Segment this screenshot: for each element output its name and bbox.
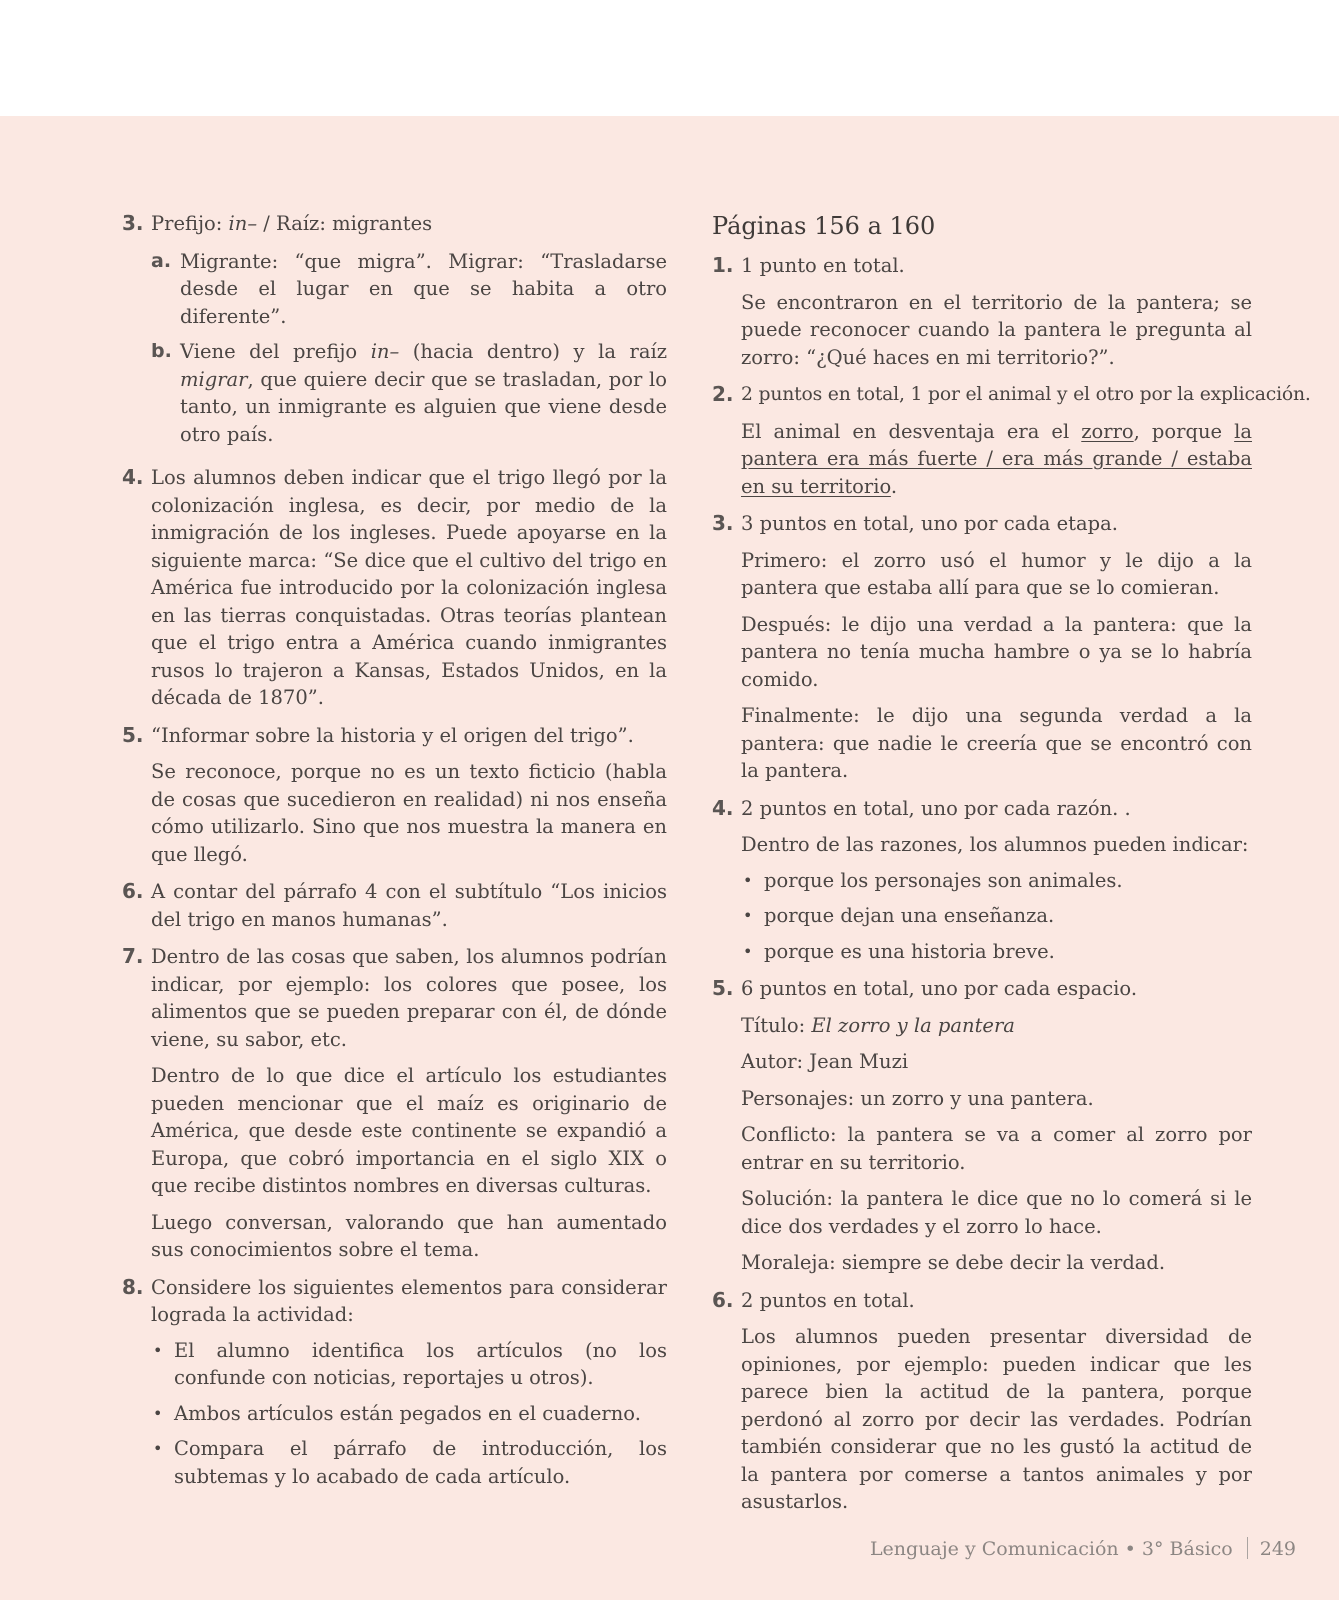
list-item: • El alumno identifica los artículos (no los confunde con noticias, reportajes u otros). — [153, 1338, 667, 1389]
item-number: 2. — [712, 382, 734, 406]
section-heading: Páginas 156 a 160 — [712, 212, 936, 240]
answer-3-right: 3. 3 puntos en total, uno por cada etapa. Primero: el zorro usó el humor y le dijo a la pantera que estaba allí para que se lo comieran. Después: le dijo una verdad a la pantera: que la pantera no tenía mucha hambre o ya se lo habría comido. Finalmente: le dijo una segunda verdad a la pantera: que nadie le creería que se encontró con la pantera. — [712, 511, 1252, 782]
answer-6-right: 6. 2 puntos en total. Los alumnos pueden presentar diversidad de opiniones, por ejemplo: pueden indicar que les parece bien la actitud de la pantera, porque perdonó al zorro por decir las verdades. Podrían también considerar que no les gustó la actitud de la pantera por comerse a tantos animales y por asustarlos. — [712, 1287, 1252, 1513]
page-number: 249 — [1259, 1538, 1296, 1560]
bullet-icon: • — [743, 941, 753, 961]
list-item: • porque los personajes son animales. — [741, 867, 1252, 895]
list-item: • Ambos artículos están pegados en el cuaderno. — [151, 1400, 667, 1428]
bullet-icon: • — [153, 1340, 163, 1360]
item-number: 4. — [712, 795, 734, 820]
answer-7: 7. Dentro de las cosas que saben, los alumnos podrían indicar, por ejemplo: los colores que posee, los alimentos que se pueden preparar con él, de dónde viene, su sabor, etc. Dentro de lo que dice el artículo los estudiantes pueden mencionar que el maíz es originario de América, que desde este continente se expandió a Europa, que cobró importancia en el siglo XIX o que recibe distintos nombres en diversas culturas. Luego conversan, valorando que han aumentado sus conocimientos sobre el tema. — [122, 944, 667, 1261]
bullet-icon: • — [743, 906, 753, 925]
item-number: 3. — [122, 211, 144, 235]
item-number: 8. — [122, 1274, 144, 1299]
answer-4: 4. Los alumnos deben indicar que el trigo llegó por la colonización inglesa, es decir, por medio de la inmigración de los ingleses. Puede apoyarse en la siguiente marca: “Se dice que el cultivo del trigo en América fue introducido por la colonización inglesa en las tierras conquistadas. Otras teorías plantean que el trigo entra a América cuando inmigrantes rusos lo trajeron a Kansas, Estados Unidos, en la década de 1870”. — [122, 465, 667, 709]
answer-3a: a. Migrante: “que migra”. Migrar: “Trasladarse desde el lugar en que se habita a otro diferente”. — [151, 249, 667, 328]
answer-6: 6. A contar del párrafo 4 con el subtítulo “Los inicios del trigo en manos humanas”. — [122, 879, 667, 931]
item-letter: a. — [151, 249, 172, 272]
answer-5-right: 5. 6 puntos en total, uno por cada espacio. Título: El zorro y la pantera Autor: Jean Muzi Personajes: un zorro y una pantera. Conflicto: la pantera se va a comer al zorro por entrar en su territorio. Solución: la pantera le dice que no lo comerá si le dice dos verdades y el zorro lo hace. Moraleja: siempre se debe decir la verdad. — [712, 976, 1252, 1274]
list-item: • porque es una historia breve. — [741, 938, 1252, 966]
bullet-icon: • — [743, 870, 753, 890]
item-number: 6. — [122, 879, 144, 903]
answer-3b: b. Viene del prefijo in– (hacia dentro) y la raíz migrar, que quiere decir que se trasladan, por lo tanto, un inmigrante es alguien que viene desde otro país. — [151, 340, 668, 446]
answer-4-right: 4. 2 puntos en total, uno por cada razón. . Dentro de las razones, los alumnos pueden indicar: • porque los personajes son animales. • porque dejan una enseñanza. • porque es una historia breve. — [712, 795, 1252, 966]
item-number: 6. — [712, 1287, 734, 1312]
footer-subject: Lenguaje y Comunicación • 3° Básico — [869, 1538, 1233, 1560]
right-column — [712, 210, 1311, 1526]
item-number: 1. — [712, 253, 734, 277]
item-number: 5. — [712, 976, 734, 1000]
bullet-icon: • — [153, 1439, 163, 1458]
answer-2: 2. 2 puntos en total, 1 por el animal y el otro por la explicación. El animal en desventaja era el zorro, porque la pantera era más fuerte / era más grande / estaba en su territorio. — [712, 382, 1311, 498]
item-number: 3. — [712, 511, 734, 535]
answer-5: 5. “Informar sobre la historia y el origen del trigo”. Se reconoce, porque no es un texto ficticio (habla de cosas que sucedieron en realidad) ni nos enseña cómo utilizarlo. Sino que nos muestra la manera en que llegó. — [122, 722, 667, 866]
item-letter: b. — [151, 340, 172, 362]
item-number: 4. — [122, 465, 144, 489]
answer-1: 1. 1 punto en total. Se encontraron en el territorio de la pantera; se puede reconocer cuando la pantera le pregunta al zorro: “¿Qué haces en mi territorio?”. — [712, 253, 1252, 369]
item-number: 7. — [122, 944, 144, 968]
list-item: • porque dejan una enseñanza. — [741, 902, 1252, 930]
item-number: 5. — [122, 722, 144, 747]
left-column — [122, 210, 667, 1500]
answer-8: 8. Considere los siguientes elementos para considerar lograda la actividad: • El alumno identifica los artículos (no los confunde con noticias, reportajes u otros). • Ambos artículos están pegados en el cuaderno. • Compara el párrafo de introducción, los subtemas y lo acabado de cada artículo. — [122, 1274, 667, 1491]
page-footer — [830, 1536, 1296, 1562]
footer-divider — [1247, 1537, 1248, 1559]
list-item: • Compara el párrafo de introducción, los subtemas y lo acabado de cada artículo. — [153, 1437, 667, 1488]
bullet-icon: • — [153, 1403, 163, 1423]
answer-3: 3. Prefijo: in– / Raíz: migrantes — [122, 210, 667, 238]
